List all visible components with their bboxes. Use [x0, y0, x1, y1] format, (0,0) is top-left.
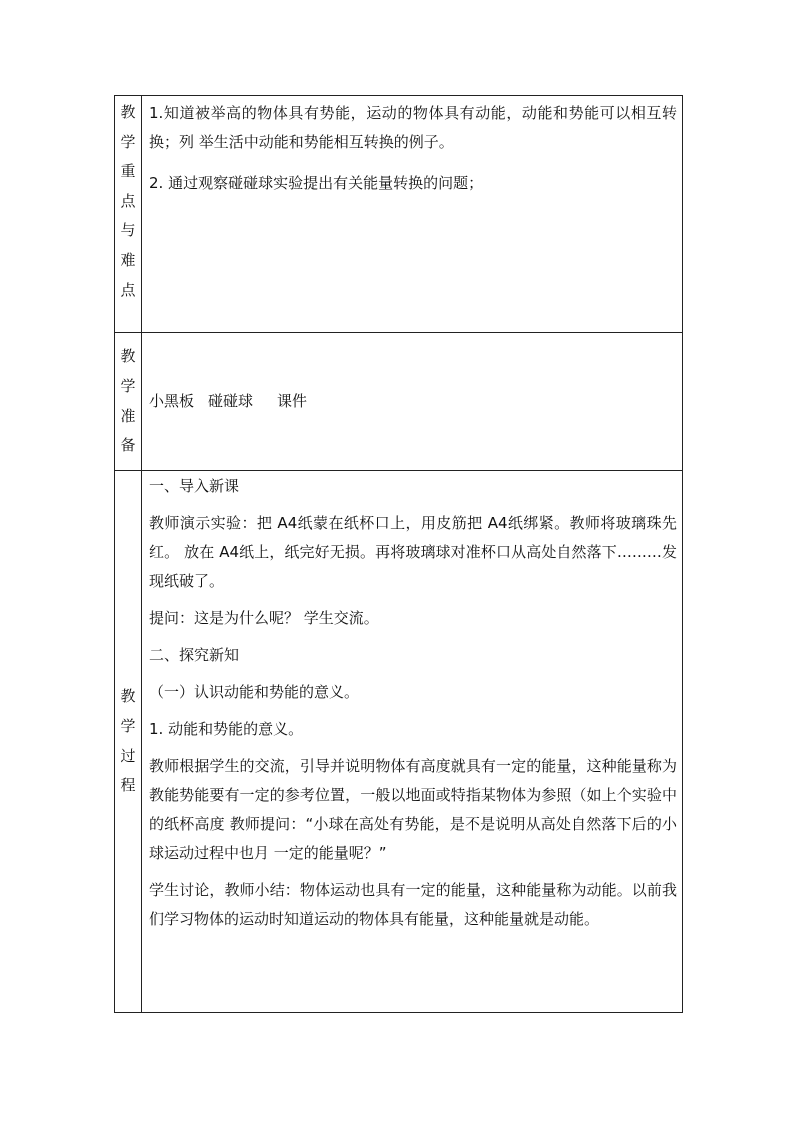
subsection-heading: （一）认识动能和势能的意义。 — [149, 683, 360, 701]
key-point-paragraph: 2. 通过观察碰碰球实验提出有关能量转换的问题； — [149, 174, 484, 192]
label-char: 重 — [120, 162, 136, 181]
section-heading: 一、导入新课 — [149, 477, 240, 495]
label-char: 学 — [120, 716, 136, 735]
row-preparation — [115, 333, 683, 471]
label-char: 备 — [120, 436, 136, 455]
subsection-heading: 1. 动能和势能的意义。 — [149, 720, 304, 738]
row-key-points — [115, 96, 683, 333]
label-char: 准 — [120, 406, 136, 425]
label-char: 程 — [120, 776, 136, 795]
preparation-content — [142, 333, 683, 471]
lesson-plan-table — [114, 95, 683, 1013]
label-char: 学 — [120, 376, 136, 395]
label-char: 点 — [120, 191, 136, 210]
label-char: 点 — [120, 280, 136, 299]
preparation-label — [115, 333, 142, 471]
section-heading: 二、探究新知 — [149, 646, 240, 664]
key-points-content — [142, 96, 683, 333]
label-char: 难 — [120, 250, 136, 269]
preparation-items — [149, 387, 677, 416]
process-paragraph: 教师根据学生的交流，引导并说明物体有高度就具有一定的能量，这种能量称为教能势能要有一定的参考位置，一般以地面或特指某物体为参照（如上个实验中的纸杯高度 教师提问：“小球在高处有势能，是不是说明从高处自然落下后的小球运动过程中也月 一定的能量呢？” — [149, 757, 677, 862]
label-char: 教 — [120, 687, 136, 706]
process-paragraph: 提问：这是为什么呢？ 学生交流。 — [149, 609, 379, 627]
process-label — [115, 471, 142, 1013]
prep-item: 课件 — [277, 392, 308, 410]
prep-item: 小黑板 — [149, 392, 195, 410]
row-teaching-process — [115, 471, 683, 1013]
label-char: 与 — [120, 221, 136, 240]
process-content — [142, 471, 683, 1013]
label-char: 教 — [120, 347, 136, 366]
prep-item: 碰碰球 — [208, 392, 254, 410]
key-point-paragraph: 1.知道被举高的物体具有势能，运动的物体具有动能，动能和势能可以相互转换；列 举生活中动能和势能相互转换的例子。 — [149, 104, 677, 151]
label-char: 学 — [120, 132, 136, 151]
process-paragraph: 学生讨论，教师小结：物体运动也具有一定的能量，这种能量称为动能。以前我们学习物体的运动时知道运动的物体具有能量，这种能量就是动能。 — [149, 881, 677, 928]
key-points-label — [115, 96, 142, 333]
label-char: 教 — [120, 103, 136, 121]
process-paragraph: 教师演示实验：把 A4纸蒙在纸杯口上，用皮筋把 A4纸绑紧。教师将玻璃珠先红。 放在 A4纸上，纸完好无损。再将玻璃球对准杯口从高处自然落下………发现纸破了。 — [149, 514, 677, 590]
label-char: 过 — [120, 746, 136, 765]
